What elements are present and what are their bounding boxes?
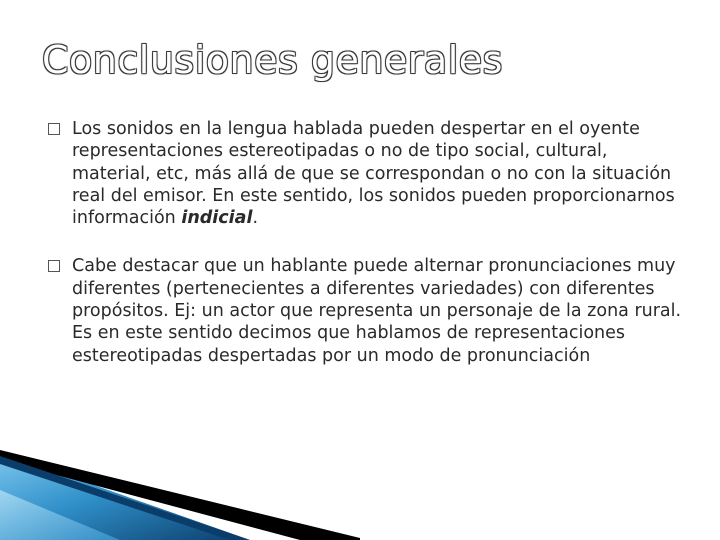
bullet-item-2 — [48, 255, 688, 366]
bullet-text: Cabe destacar que un hablante puede alternar pronunciaciones muy diferentes (pertenecientes a diferentes variedades) con diferentes propósitos. Ej: un actor que representa un personaje de la zona rural. Es en este sentido decimos que hablamos de representaciones estereotipadas despertadas por un modo de pronunciación — [72, 256, 682, 366]
bullet-list — [48, 118, 688, 393]
square-bullet-icon — [48, 260, 60, 272]
corner-decoration — [0, 420, 360, 540]
bullet-item-1 — [48, 118, 688, 229]
bullet-text: Los sonidos en la lengua hablada pueden despertar en el oyente representaciones estereotipadas o no de tipo social, cultural, material, etc, más allá de que se correspondan o no con la situación real del emisor. En este sentido, los sonidos pueden proporcionarnos información — [72, 119, 675, 229]
bullet-emphasis: indicial — [181, 208, 253, 229]
bullet-text-end: . — [252, 208, 259, 229]
square-bullet-icon — [48, 123, 60, 135]
slide-title: Conclusiones generales — [42, 38, 503, 82]
